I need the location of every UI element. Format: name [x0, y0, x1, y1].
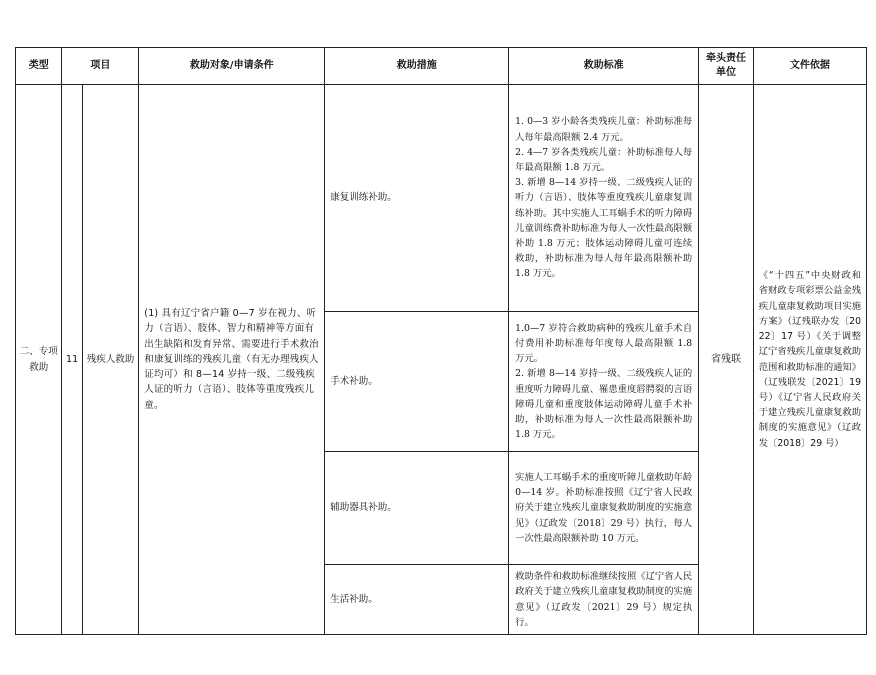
type-cell: 二、专项救助 — [16, 85, 62, 635]
header-item: 项目 — [62, 48, 139, 85]
table-row — [16, 85, 867, 312]
header-measures: 救助措施 — [325, 48, 509, 85]
standard-rehab-training: 1. 0—3 岁小龄各类残疾儿童：补助标准每人每年最高限额 2.4 万元。 2. 4—7 岁各类残疾儿童：补助标准每人每年最高限额 1.8 万元。 3. 新增 8—14 岁持一级、二级残疾人证的听力（言语）、肢体等重度残疾儿童康复训练补助。其中实施人工耳蜗手术的听力障碍儿童训练费补助标准为每人一次性最高限额补助 1.8 万元；肢体运动障碍儿童可连续救助，补助标准为每人每年最高限额补助 1.8 万元。 — [509, 85, 699, 312]
header-dept: 牵头责任单位 — [699, 48, 754, 85]
lead-dept-cell: 省残联 — [699, 85, 754, 635]
standard-living-allowance: 救助条件和救助标准继续按照《辽宁省人民政府关于建立残疾儿童康复救助制度的实施意见》（辽政发〔2021〕29 号）规定执行。 — [509, 565, 699, 635]
standard-surgery: 1.0—7 岁符合救助病种的残疾儿童手术自付费用补助标准每年度每人最高限额 1.8 万元。 2. 新增 8—14 岁持一级、二级残疾人证的重度听力障碍儿童、罹患重度唇腭裂的言语障碍儿童和重度肢体运动障碍儿童手术补助，补助标准为每人一次性最高限额补助 1.8 万元。 — [509, 312, 699, 452]
header-standard: 救助标准 — [509, 48, 699, 85]
header-target: 救助对象/申请条件 — [139, 48, 325, 85]
measure-rehab-training: 康复训练补助。 — [325, 85, 509, 312]
header-type: 类型 — [16, 48, 62, 85]
measure-assistive-devices: 辅助器具补助。 — [325, 452, 509, 565]
item-number-cell: 11 — [62, 85, 82, 635]
standard-assistive-devices: 实施人工耳蜗手术的重度听障儿童救助年龄 0—14 岁。补助标准按照《辽宁省人民政府关于建立残疾儿童康复救助制度的实施意见》（辽政发〔2018〕29 号）执行，每人一次性最高限额补助 10 万元。 — [509, 452, 699, 565]
document-basis-cell: 《“十四五”中央财政和省财政专项彩票公益金残疾儿童康复救助项目实施方案》（辽残联办发〔2022〕17 号）《关于调整辽宁省残疾儿童康复救助范围和救助标准的通知》（辽残联发〔2021〕19 号）《辽宁省人民政府关于建立残疾儿童康复救助制度的实施意见》（辽政发〔2018〕29 号） — [753, 85, 866, 635]
target-condition-cell: (1) 具有辽宁省户籍 0—7 岁在视力、听力（言语）、肢体、智力和精神等方面有出生缺陷和发育异常、需要进行手术救治和康复训练的残疾儿童（有无办理残疾人证均可）和 8—14 岁持一级、二级残疾人证的听力（言语）、肢体等重度残疾儿童。 — [139, 85, 325, 635]
item-name-cell: 残疾人救助 — [82, 85, 139, 635]
assistance-policy-table — [15, 47, 867, 635]
header-row — [16, 48, 867, 85]
measure-living-allowance: 生活补助。 — [325, 565, 509, 635]
measure-surgery: 手术补助。 — [325, 312, 509, 452]
header-basis: 文件依据 — [753, 48, 866, 85]
